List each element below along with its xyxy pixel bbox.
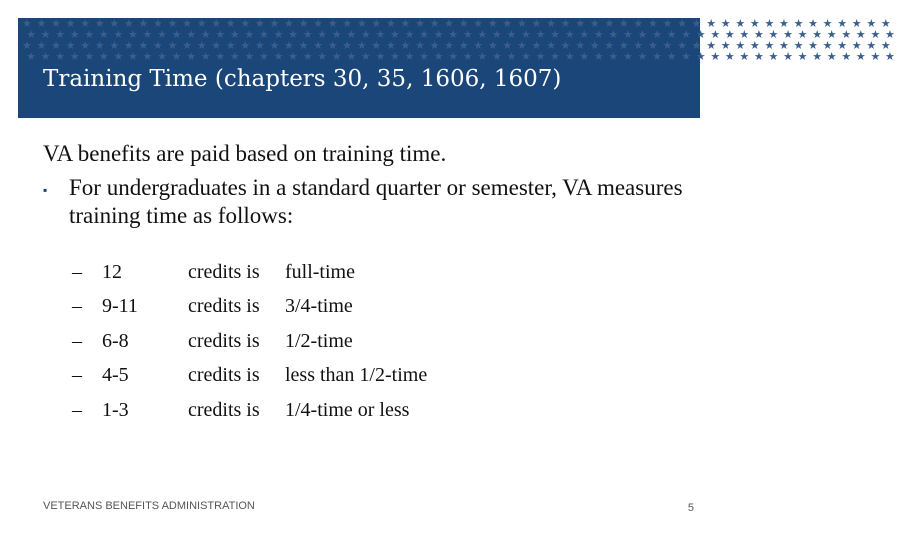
list-item: [72, 255, 427, 290]
training-time-value: less than 1/2-time: [285, 364, 428, 387]
training-time-value: full-time: [285, 260, 355, 283]
slide-title: Training Time (chapters 30, 35, 1606, 1607): [43, 66, 562, 92]
slide-body: [43, 140, 693, 230]
dash-marker: –: [72, 329, 82, 352]
training-time-value: 1/4-time or less: [285, 398, 410, 421]
credits-value: 12: [102, 260, 122, 283]
list-item: [72, 290, 427, 325]
page-number: 5: [687, 502, 694, 514]
bullet-item: [43, 174, 693, 230]
credits-label: credits is: [188, 260, 260, 283]
dash-marker: –: [72, 295, 82, 318]
dash-marker: –: [72, 398, 82, 421]
intro-text: VA benefits are paid based on training time.: [43, 141, 447, 166]
dash-marker: –: [72, 260, 82, 283]
star-pattern-decoration: ★ ★ ★ ★ ★ ★ ★ ★ ★ ★ ★ ★ ★ ★ ★ ★ ★ ★ ★ ★ ★ ★ ★ ★ ★ ★ ★ ★ ★ ★ ★ ★ ★ ★ ★ ★ ★ ★ ★ ★ ★ ★ ★ ★ ★ ★ ★ ★ ★ ★ ★ ★ ★ ★ ★ ★ ★ ★ ★ ★ ★ ★ ★ ★ ★ ★ ★ ★ ★ ★ ★ ★ ★ ★ ★ ★ ★ ★ ★ ★ ★ ★ ★ ★ ★ ★ ★ ★ ★ ★ ★ ★ ★ ★ ★ ★ ★ ★ ★ ★ ★ ★ ★ ★ ★ ★ ★ ★ ★ ★ ★ ★ ★ ★ ★ ★ ★ ★ ★ ★ ★ ★ ★ ★ ★ ★ ★ ★ ★ ★ ★ ★ ★ ★ ★ ★ ★ ★ ★ ★ ★ ★ ★ ★ ★ ★ ★ ★ ★ ★ ★ ★ ★ ★ ★ ★ ★ ★ ★ ★ ★ ★ ★ ★ ★ ★ ★ ★ ★ ★ ★ ★ ★ ★ ★ ★ ★ ★ ★ ★ ★ ★ ★ ★ ★ ★ ★ ★ ★ ★ ★ ★ ★ ★ ★ ★ ★ ★ ★ ★ ★ ★ ★ ★ ★ ★ ★ ★ ★ ★ ★ ★ ★ ★ ★ ★ ★ ★ ★ ★ ★ ★ ★ ★ ★ ★ ★ ★ ★ ★ ★ ★ ★ ★ ★ ★ ★ ★ ★ ★: [22, 17, 896, 63]
training-time-value: 3/4-time: [285, 295, 353, 318]
credits-label: credits is: [188, 295, 260, 318]
title-banner: [18, 17, 896, 118]
bullet-text: For undergraduates in a standard quarter or semester, VA measures training time as follows:: [69, 175, 683, 228]
credits-value: 1-3: [102, 398, 129, 421]
square-bullet-icon: ▪: [43, 183, 48, 197]
credits-label: credits is: [188, 329, 260, 352]
list-item: [72, 324, 427, 359]
credits-label: credits is: [188, 398, 260, 421]
list-item: [72, 359, 427, 394]
footer-organization: VETERANS BENEFITS ADMINISTRATION: [43, 500, 255, 512]
training-time-value: 1/2-time: [285, 329, 353, 352]
training-time-list: [72, 255, 427, 428]
credits-label: credits is: [188, 364, 260, 387]
credits-value: 4-5: [102, 364, 129, 387]
dash-marker: –: [72, 364, 82, 387]
credits-value: 9-11: [102, 295, 138, 318]
list-item: [72, 393, 427, 428]
credits-value: 6-8: [102, 329, 129, 352]
